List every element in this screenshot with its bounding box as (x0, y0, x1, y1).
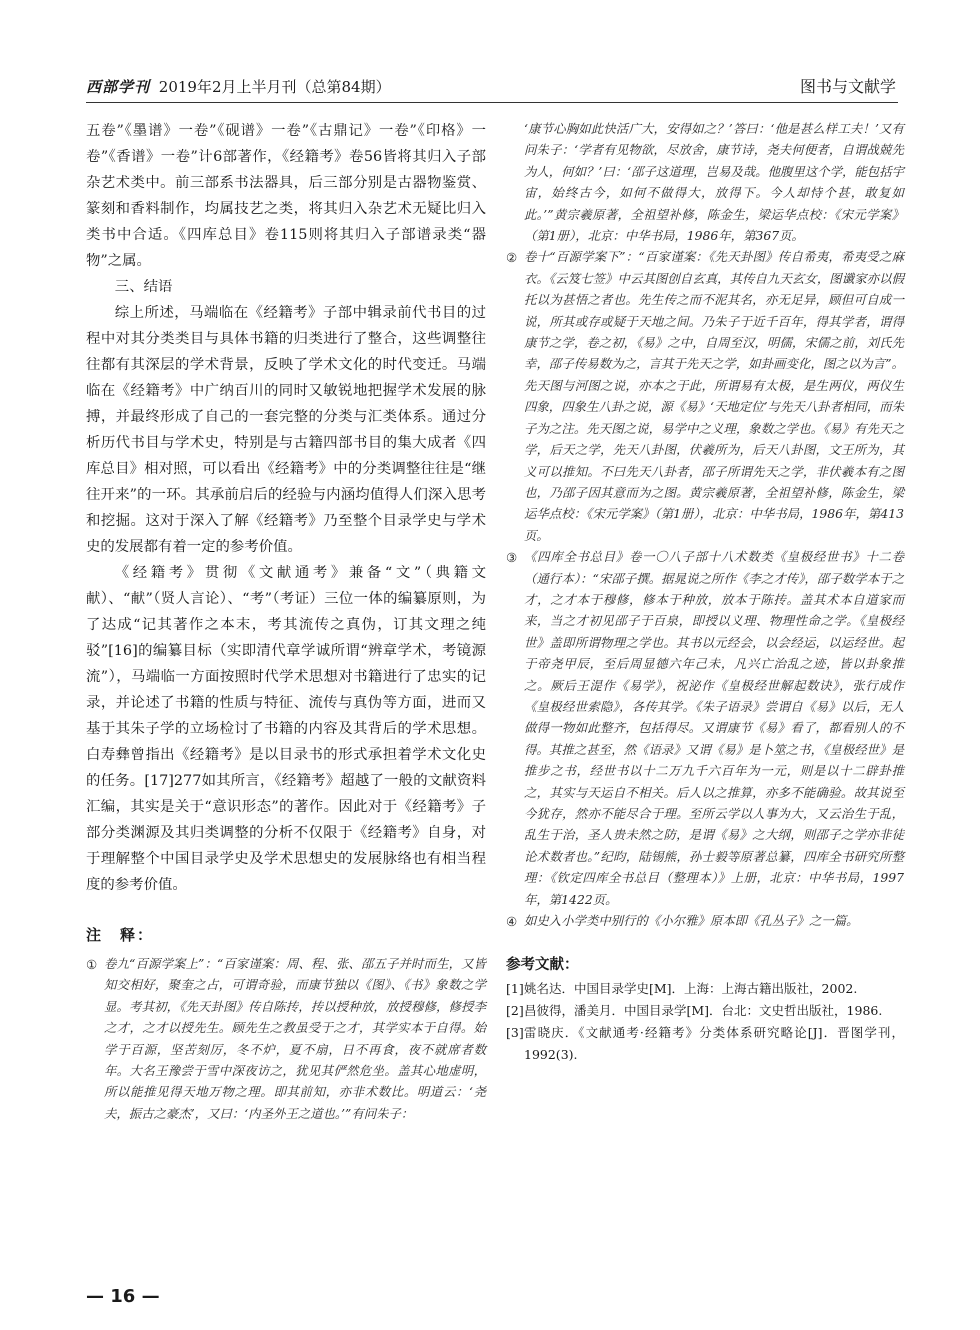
endnote-number: ④ (506, 914, 518, 930)
reference-text: 雷晓庆．《文献通考·经籍考》分类体系研究略论[J]．晋图学刊，1992(3). (524, 1025, 904, 1063)
running-header (86, 74, 896, 98)
endnote (506, 546, 904, 910)
endnote-number: ③ (506, 550, 518, 566)
endnote (506, 910, 904, 931)
endnote-text: 《四库全书总目》卷一〇八子部十八术数类《皇极经世书》十二卷（通行本）：“宋邵子撰。据晁说之所作《李之才传》，邵子数学本于之才，之才本于穆修，修本于种放，放本于陈抟。盖其术本自道家而来，当之才初见邵子于百泉，即授以义理、物理性命之学。《皇极经世》盖即所谓物理之学也。其书以元经会，以会经运，以运经世。起于帝尧甲辰，至后周显德六年己未，凡兴亡治乱之迹，皆以卦象推之。厥后王湜作《易学》，祝泌作《皇极经世解起数诀》，张行成作《皇极经世索隐》，各传其学。《朱子语录》尝谓自《易》以后，无人做得一物如此整齐，包括得尽。又谓康节《易》看了，都看别人的不得。其推之甚至，然《语录》又谓《易》是卜筮之书，《皇极经世》是推步之书，经世书以十二万九千六百年为一元，则是以十二辟卦推之，其实与天运自不相关。后人以之推算，亦多不能确验。故其说至今犹存，然亦不能尽合于理。至所云学以人事为大，又云治生于乱，乱生于治，圣人贵未然之防，是谓《易》之大纲，则邵子之学亦非徒论术数者也。”纪昀，陆锡熊，孙士毅等原著总纂，四库全书研究所整理：《钦定四库全书总目（整理本）》上册，北京：中华书局，1997年，第1422页。 (524, 549, 904, 907)
body-paragraph: 五卷”《墨谱》一卷”《砚谱》一卷”《古鼎记》一卷”《印格》一卷”《香谱》一卷”计6部著作，《经籍考》卷56皆将其归入子部杂艺术类中。前三部系书法器具，后三部分别是古器物鉴赏、篆刻和香料制作，均属技艺之类，将其归入杂艺术无疑比归入类书中合适。《四库总目》卷115则将其归入子部谱录类“器物”之属。 (86, 123, 486, 269)
header-rule (86, 102, 898, 103)
references-title: 参考文献： (506, 957, 579, 974)
endnote-number: ② (506, 250, 518, 266)
reference-number: [1] (506, 981, 524, 997)
left-column (86, 118, 486, 1124)
endnote-text: 卷十“百源学案下”：“百家谨案：《先天卦图》传自希夷，希夷受之麻衣。《云笈七签》中云其图创自玄真，其传自九天玄女，图谶家亦以假托以为甚悟之者也。先生传之而不泥其名，亦无足异，顾但可自成一说，所其或存或疑于天地之间。乃朱子于近千百年，得其学者，谓得康节之学，卷之初，《易》之中，自周至汉，明儒，宋儒之前，刘氏先幸，邵子传易数为之，言其于先天之学，如卦画变化，图之以为言”。先天图与河图之说，亦本之于此，所谓易有太极，是生两仪，两仪生四象，四象生八卦之说，源《易》‘天地定位’与先天八卦者相同，而朱子为之注。先天图之说，易学中之义理，象数之学也。《易》有先天之学，后天之学，先天八卦图，伏羲所为，后天八卦图，文王所为，其义可以推知。不曰先天八卦者，邵子所谓先天之学，非伏羲本有之图也，乃邵子因其意而为之图。黄宗羲原著，全祖望补修，陈金生，梁运华点校：《宋元学案》（第1册），北京：中华书局，1986年，第413页。 (524, 249, 904, 543)
body-paragraph: 《经籍考》贯彻《文献通考》兼备“文”（典籍文献）、“献”（贤人言论）、“考”（考证）三位一体的编纂原则，为了达成“记其著作之本末，考其流传之真伪，订其文理之纯驳”[16]的编纂目标（实即清代章学诚所谓“辨章学术，考镜源流”），马端临一方面按照时代学术思想对书籍进行了忠实的记录，并论述了书籍的性质与特征、流传与真伪等方面，进而又基于其朱子学的立场检讨了书籍的内容及其背后的学术思想。白寿彝曾指出《经籍考》是以目录书的形式承担着学术文化史的任务。[17]277如其所言，《经籍考》超越了一般的文献资料汇编，其实是关于“意识形态”的著作。因此对于《经籍考》子部分类渊源及其归类调整的分析不仅限于《经籍考》自身，对于理解整个中国目录学史及学术思想史的发展脉络也有相当程度的参考价值。 (86, 565, 486, 893)
reference-number: [2] (506, 1003, 524, 1019)
endnote (506, 246, 904, 546)
section-heading: 三、结语 (114, 279, 173, 295)
endnote-continued (506, 118, 904, 246)
endnote (86, 953, 486, 1124)
endnote-text: ‘康节心胸如此快活广大，安得如之？’答曰：‘他是甚么样工夫！’又有问朱子：‘学者有见物欲，尽放舍，康节诗，尧夫何便者，自谓战兢先为人，何如？’曰：‘邵子这道理，岂易及哉。他腹里这个学，能包括宇宙，始终古今，如何不做得大，放得下。今人却恃个甚，敢复如此。’”黄宗羲原著，全祖望补修，陈金生，梁运华点校：《宋元学案》（第1册），北京：中华书局，1986年，第367页。 (524, 121, 904, 244)
journal-info (86, 76, 391, 97)
reference-number: [3] (506, 1025, 524, 1041)
reference-item (506, 1022, 904, 1066)
section-title: 图书与文献学 (799, 77, 896, 96)
reference-item (506, 1000, 904, 1022)
endnote-number: ① (86, 957, 98, 972)
endnote-text: 卷九“百源学案上”：“百家谨案：周、程、张、邵五子并时而生，又皆知交相好，聚奎之占，可谓奇验，而康节独以《图》、《书》象数之学显。考其初，《先天卦图》传自陈抟，抟以授种放，放授穆修，修授李之才，之才以授先生。顾先生之教虽受于之才，其学实本于自得。始学于百源，坚苦刻厉，冬不炉，夏不扇，日不再食，夜不就席者数年。大名王豫尝于雪中深夜访之，犹见其俨然危坐。盖其心地虚明，所以能推见得天地万物之理。即其前知，亦非术数比。明道云：‘尧夫，振古之豪杰’，又曰：‘内圣外王之道也。’”有问朱子： (104, 956, 486, 1121)
page-number: — 16 — (86, 1286, 160, 1307)
issue-info: 2019年2月上半月刊（总第84期） (158, 78, 391, 96)
endnote-text: 如史入小学类中别行的《小尔雅》原本即《孔丛子》之一篇。 (524, 913, 859, 929)
reference-item (506, 978, 904, 1000)
right-column (506, 118, 904, 1066)
body-paragraph: 综上所述，马端临在《经籍考》子部中辑录前代书目的过程中对其分类类目与具体书籍的归类进行了整合，这些调整往往都有其深层的学术背景，反映了学术文化的时代变迁。马端临在《经籍考》中广纳百川的同时又敏锐地把握学术发展的脉搏，并最终形成了自己的一套完整的分类与汇类体系。通过分析历代书目与学术史，特别是与古籍四部书目的集大成者《四库总目》相对照，可以看出《经籍考》中的分类调整往往是“继往开来”的一环。其承前启后的经验与内涵均值得人们深入思考和挖掘。这对于深入了解《经籍考》乃至整个目录学史与学术史的发展都有着一定的参考价值。 (86, 305, 486, 555)
reference-text: 姚名达．中国目录学史[M]．上海：上海古籍出版社，2002. (524, 981, 858, 997)
notes-title: 注 释： (86, 926, 155, 944)
reference-text: 昌彼得，潘美月．中国目录学[M]．台北：文史哲出版社，1986. (524, 1003, 883, 1019)
journal-name: 西部学刊 (86, 78, 151, 96)
